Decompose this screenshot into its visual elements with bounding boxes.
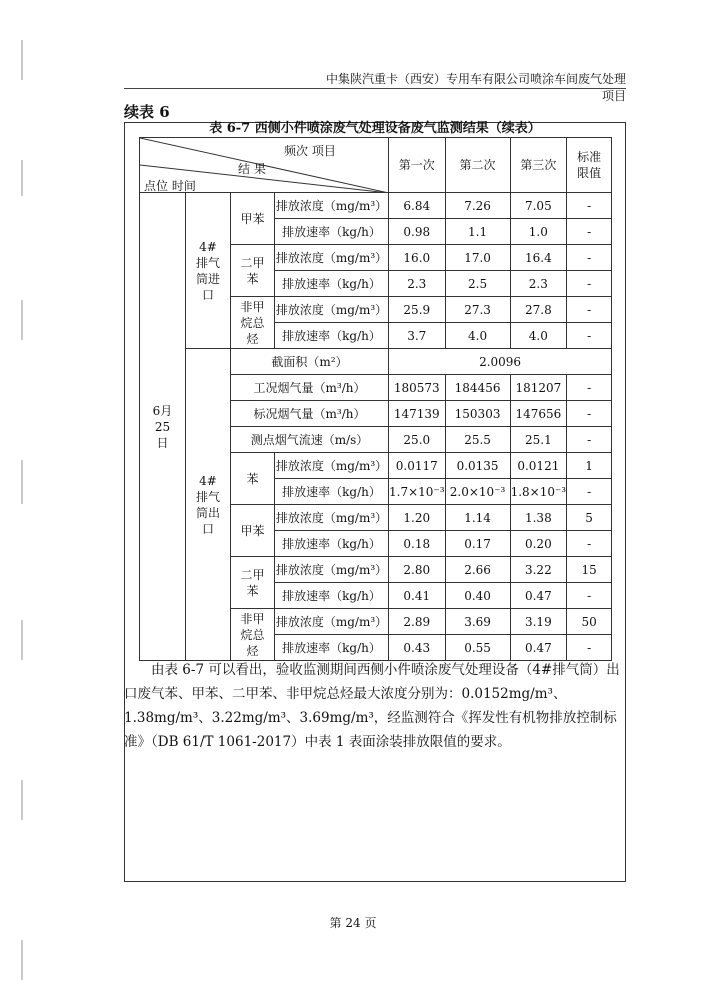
value-first: 2.80 [389, 557, 446, 583]
pollutant-cell: 甲苯 [231, 193, 275, 245]
item-cell: 排放速率（kg/h） [275, 219, 389, 245]
value-second: 0.40 [445, 583, 510, 609]
limit-cell: 15 [567, 557, 612, 583]
value-third: 2.3 [510, 271, 567, 297]
item-cell: 排放速率（kg/h） [275, 635, 389, 661]
value-second: 184456 [445, 375, 510, 401]
limit-cell: - [567, 193, 612, 219]
header-result: 结 果 [238, 162, 266, 176]
value-third: 147656 [510, 401, 567, 427]
value-third: 3.19 [510, 609, 567, 635]
limit-cell: - [567, 479, 612, 505]
limit-cell: - [567, 531, 612, 557]
item-cell: 排放速率（kg/h） [275, 271, 389, 297]
pollutant-cell: 苯 [231, 453, 275, 505]
item-cell: 排放浓度（mg/m³） [275, 557, 389, 583]
value-first: 180573 [389, 375, 446, 401]
value-first: 0.43 [389, 635, 446, 661]
table-header-row [140, 138, 612, 193]
value-third: 7.05 [510, 193, 567, 219]
value-second: 4.0 [445, 323, 510, 349]
inlet-point-cell: 4#排气筒进口 [186, 193, 231, 349]
diagonal-header-cell [140, 138, 389, 193]
value-third: 1.8×10⁻³ [510, 479, 567, 505]
value-third: 0.47 [510, 635, 567, 661]
flow-item-cell: 工况烟气量（m³/h） [231, 375, 389, 401]
limit-cell: - [567, 219, 612, 245]
limit-cell: - [567, 297, 612, 323]
value-second: 7.26 [445, 193, 510, 219]
value-third: 27.8 [510, 297, 567, 323]
limit-cell: - [567, 245, 612, 271]
limit-cell: - [567, 583, 612, 609]
area-label-cell: 截面积（m²） [231, 349, 389, 375]
value-second: 1.1 [445, 219, 510, 245]
table-caption: 表 6-7 西侧小件喷涂废气处理设备废气监测结果（续表） [209, 121, 541, 136]
value-first: 0.98 [389, 219, 446, 245]
limit-cell: - [567, 375, 612, 401]
value-first: 6.84 [389, 193, 446, 219]
item-cell: 排放浓度（mg/m³） [275, 245, 389, 271]
value-second: 150303 [445, 401, 510, 427]
limit-cell: - [567, 635, 612, 661]
item-cell: 排放浓度（mg/m³） [275, 193, 389, 219]
value-second: 1.14 [445, 505, 510, 531]
value-second: 0.0135 [445, 453, 510, 479]
item-cell: 排放速率（kg/h） [275, 323, 389, 349]
value-second: 17.0 [445, 245, 510, 271]
conclusion-paragraph [124, 658, 626, 754]
item-cell: 排放速率（kg/h） [275, 479, 389, 505]
item-cell: 排放浓度（mg/m³） [275, 297, 389, 323]
value-second: 2.5 [445, 271, 510, 297]
binding-margin [0, 0, 30, 1000]
header-limit: 标准限值 [567, 138, 612, 193]
value-second: 0.17 [445, 531, 510, 557]
pollutant-cell: 二甲苯 [231, 557, 275, 609]
value-first: 2.3 [389, 271, 446, 297]
value-first: 25.0 [389, 427, 446, 453]
value-second: 2.0×10⁻³ [445, 479, 510, 505]
value-third: 1.0 [510, 219, 567, 245]
pollutant-cell: 甲苯 [231, 505, 275, 557]
value-third: 0.0121 [510, 453, 567, 479]
value-third: 25.1 [510, 427, 567, 453]
header-first: 第一次 [389, 138, 446, 193]
flow-item-cell: 测点烟气流速（m/s） [231, 427, 389, 453]
running-header: 中集陕汽重卡（西安）专用车有限公司喷涂车间废气处理项目 [325, 72, 626, 103]
limit-cell: - [567, 427, 612, 453]
table-row [140, 349, 612, 375]
item-cell: 排放浓度（mg/m³） [275, 453, 389, 479]
continuation-label: 续表 6 [124, 103, 170, 121]
item-cell: 排放浓度（mg/m³） [275, 609, 389, 635]
limit-cell: 50 [567, 609, 612, 635]
header-third: 第三次 [510, 138, 567, 193]
value-first: 0.41 [389, 583, 446, 609]
date-cell: 6月25日 [140, 193, 186, 661]
pollutant-cell: 二甲苯 [231, 245, 275, 297]
header-rule [124, 88, 626, 89]
value-first: 0.18 [389, 531, 446, 557]
value-third: 0.20 [510, 531, 567, 557]
item-cell: 排放速率（kg/h） [275, 583, 389, 609]
page-number: 第 24 页 [329, 916, 377, 930]
value-first: 2.89 [389, 609, 446, 635]
table-row [140, 193, 612, 219]
header-frequency-item: 频次 项目 [284, 144, 336, 158]
value-first: 147139 [389, 401, 446, 427]
item-cell: 排放速率（kg/h） [275, 531, 389, 557]
area-value-cell: 2.0096 [389, 349, 612, 375]
value-third: 181207 [510, 375, 567, 401]
value-second: 25.5 [445, 427, 510, 453]
limit-cell: - [567, 271, 612, 297]
pollutant-cell: 非甲烷总烃 [231, 609, 275, 661]
header-second: 第二次 [445, 138, 510, 193]
outlet-point-cell: 4#排气筒出口 [186, 349, 231, 661]
value-first: 0.0117 [389, 453, 446, 479]
value-second: 27.3 [445, 297, 510, 323]
value-first: 25.9 [389, 297, 446, 323]
value-first: 1.7×10⁻³ [389, 479, 446, 505]
conclusion-text: 由表 6-7 可以看出，验收监测期间西侧小件喷涂废气处理设备（4#排气筒）出口废气苯、甲苯、二甲苯、非甲烷总烃最大浓度分别为：0.0152mg/m³、1.38mg/m³、3.22mg/m³、3.69mg/m³，经监测符合《挥发性有机物排放控制标准》（DB 61/T 1061-2017）中表 1 表面涂装排放限值的要求。 [124, 662, 620, 750]
value-third: 1.38 [510, 505, 567, 531]
value-second: 3.69 [445, 609, 510, 635]
value-third: 0.47 [510, 583, 567, 609]
value-first: 1.20 [389, 505, 446, 531]
limit-cell: - [567, 323, 612, 349]
value-second: 2.66 [445, 557, 510, 583]
monitoring-table [139, 137, 612, 661]
value-third: 4.0 [510, 323, 567, 349]
header-point-time: 点位 时间 [144, 179, 196, 193]
value-third: 16.4 [510, 245, 567, 271]
value-first: 3.7 [389, 323, 446, 349]
limit-cell: 5 [567, 505, 612, 531]
value-first: 16.0 [389, 245, 446, 271]
flow-item-cell: 标况烟气量（m³/h） [231, 401, 389, 427]
value-third: 3.22 [510, 557, 567, 583]
item-cell: 排放浓度（mg/m³） [275, 505, 389, 531]
pollutant-cell: 非甲烷总烃 [231, 297, 275, 349]
value-second: 0.55 [445, 635, 510, 661]
limit-cell: 1 [567, 453, 612, 479]
limit-cell: - [567, 401, 612, 427]
